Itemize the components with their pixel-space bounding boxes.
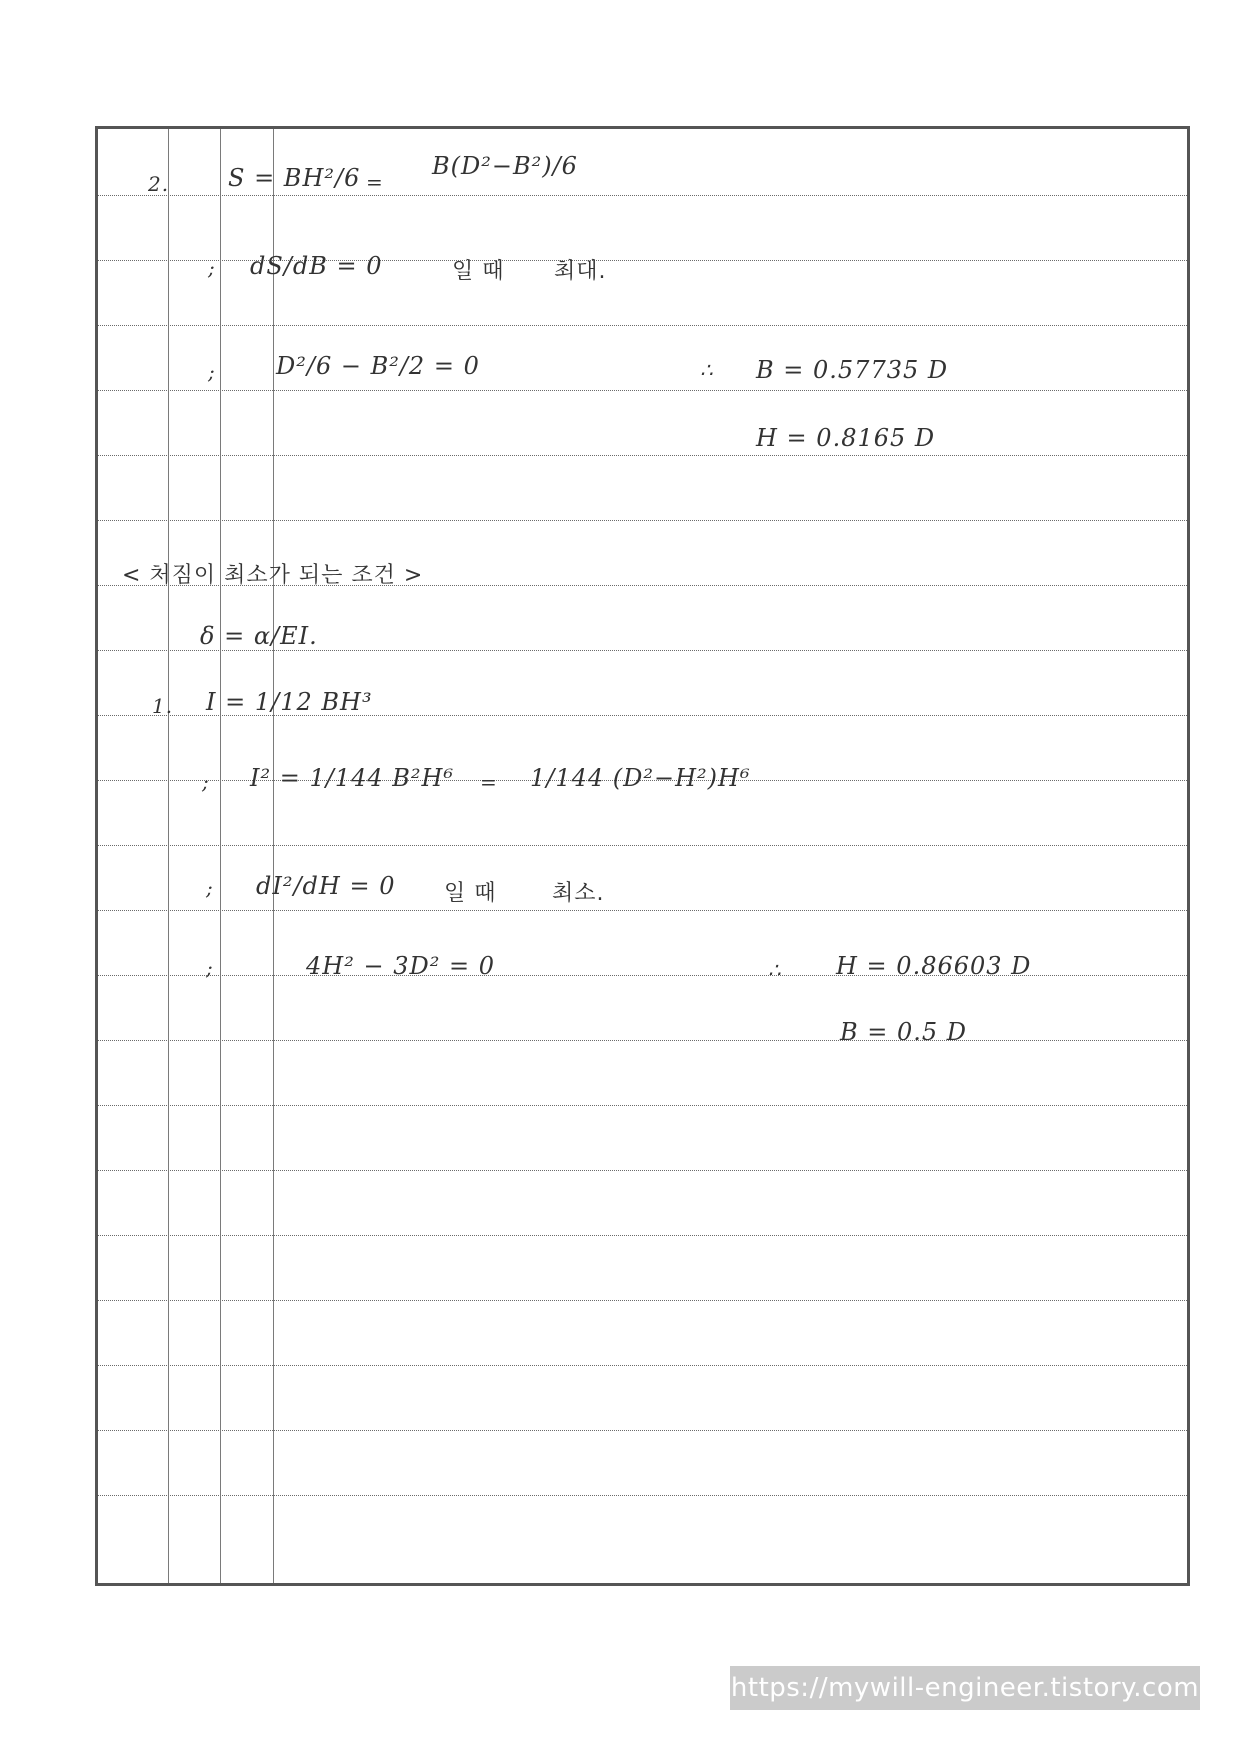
notebook-page: [95, 126, 1190, 1586]
ruled-line: [98, 650, 1187, 651]
ruled-line: [98, 195, 1187, 196]
note-text: 일 때: [444, 881, 497, 906]
ruled-line: [98, 390, 1187, 391]
margin-line: [273, 129, 274, 1583]
therefore-mark: ∴: [768, 958, 782, 982]
result-text: B = 0.5 D: [840, 1018, 968, 1046]
therefore-mark: ;: [208, 360, 216, 384]
formula-text: D²/6 − B²/2 = 0: [276, 352, 480, 380]
result-text: H = 0.8165 D: [756, 424, 936, 452]
item-number: 2.: [148, 172, 170, 196]
therefore-mark: ;: [208, 256, 216, 280]
ruled-line: [98, 845, 1187, 846]
ruled-line: [98, 1495, 1187, 1496]
section-heading: < 처짐이 최소가 되는 조건 >: [122, 563, 424, 588]
therefore-mark: ∴: [700, 358, 714, 382]
formula-text: B(D²−B²)/6: [432, 152, 578, 180]
ruled-line: [98, 1235, 1187, 1236]
ruled-line: [98, 1105, 1187, 1106]
item-number: 1.: [152, 694, 174, 718]
formula-text: dI²/dH = 0: [256, 872, 396, 900]
formula-text: I = 1/12 BH³: [206, 688, 373, 716]
result-text: B = 0.57735 D: [756, 356, 949, 384]
ruled-line: [98, 520, 1187, 521]
ruled-line: [98, 1040, 1187, 1041]
ruled-line: [98, 1300, 1187, 1301]
therefore-mark: ;: [206, 956, 214, 980]
note-text: 최대.: [554, 259, 607, 284]
result-text: H = 0.86603 D: [836, 952, 1032, 980]
therefore-mark: ;: [206, 876, 214, 900]
formula-text: dS/dB = 0: [250, 252, 383, 280]
note-text: 최소.: [552, 881, 605, 906]
ruled-line: [98, 1430, 1187, 1431]
formula-text: 1/144 (D²−H²)H⁶: [530, 764, 751, 792]
margin-line: [168, 129, 169, 1583]
formula-text: δ = α/EI.: [200, 622, 318, 650]
formula-text: S = BH²/6: [228, 164, 361, 192]
margin-line: [220, 129, 221, 1583]
therefore-mark: ;: [202, 770, 210, 794]
formula-text: 4H² − 3D² = 0: [306, 952, 495, 980]
watermark-url: https://mywill-engineer.tistory.com: [730, 1666, 1200, 1710]
ruled-line: [98, 455, 1187, 456]
ruled-line: [98, 1170, 1187, 1171]
ruled-line: [98, 910, 1187, 911]
ruled-line: [98, 325, 1187, 326]
formula-text: =: [480, 770, 498, 794]
formula-text: =: [366, 170, 384, 194]
note-text: 일 때: [452, 259, 505, 284]
ruled-line: [98, 1365, 1187, 1366]
formula-text: I² = 1/144 B²H⁶: [250, 764, 455, 792]
